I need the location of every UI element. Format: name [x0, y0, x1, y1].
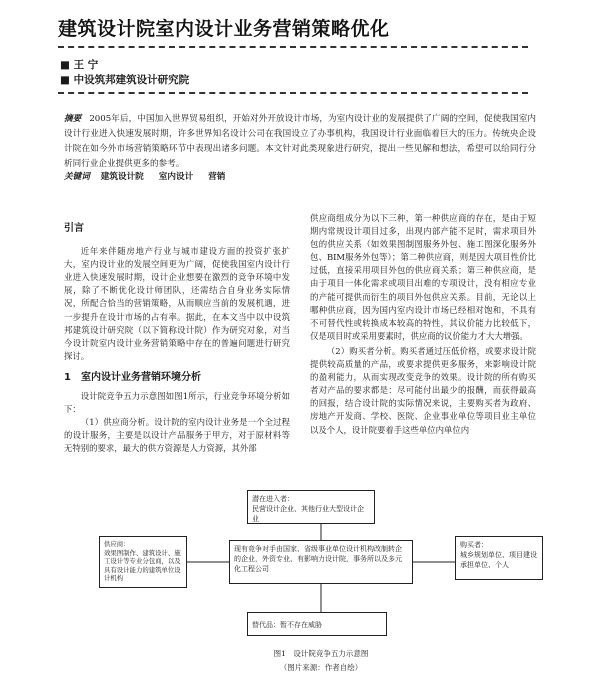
- left-column: [64, 222, 290, 456]
- figure-source: （图片来源：作者自绘）: [279, 663, 363, 672]
- supplier-analysis-paragraph: （1）供应商分析。设计院的室内设计业务是一个全过程的设计服务，主要是以设计产品服务于甲方，对于原材料等无特别的要求，最大的供方资源是人力资源，其外部: [64, 417, 290, 454]
- supplier-analysis-continued: 供应商组成分为以下三种，第一种供应商的存在，是由于短期内常规设计项目过多，出现内部产能不足时，需求项目外包的供应关系（如效果图制图服务外包、施工图深化服务外包、BIM服务外包等）；第二种供应商，则是因大项目性价比过低，直接采用项目外包的供应商关系；第三种供应商，是由于项目一体化需求或项目出难的专项设计，没有相应专业的产能可提供而衍生的项目外包供应关系。目前，无论以上哪种供应商，因为国内室内设计市场已经相对饱和，不具有不可替代性或转换成本较高的特性，其议价能力比较低下，仅是项目时或采用要素时，供应商的议价能力才大大增强。: [310, 213, 536, 341]
- author-divider: [58, 92, 528, 94]
- keywords-label: 关键词: [64, 172, 90, 182]
- buyer-analysis-paragraph: （2）购买者分析。购买者通过压低价格，或要求设计院提供较高质量的产品，或要求提供更多服务，来影响设计院的盈利能力，从而实现改变竞争的效果。设计院的所有购买者对产品的要求都是：尽可能付出最少的报酬，而获得最高的回报，结合设计院的实际情况来说，主要购买者为政府、房地产开发商、学校、医院、企业事业单位等项目业主单位以及个人，设计院要着手这些单位内单位内: [310, 345, 536, 435]
- substitutes-text: 替代品：暂不存在威胁: [252, 621, 322, 629]
- competitors-box: [229, 540, 413, 584]
- title-divider: [58, 46, 528, 48]
- intro-heading: 引言: [64, 223, 84, 234]
- substitutes-box: [247, 612, 387, 636]
- suppliers-box: [99, 536, 187, 588]
- section-intro-paragraph: 设计院竞争五力示意图如图1所示，行业竞争环境分析如下：: [64, 391, 290, 415]
- keywords: [64, 170, 237, 182]
- figure-caption: 图1 设计院竞争五力示意图: [273, 649, 369, 658]
- potential-entrants-box: [247, 490, 375, 524]
- suppliers-text: 供应商： 效果图制作、建筑设计、施工设计等专业分包商，以及具有设计能力的建筑单位设计机构: [104, 540, 181, 583]
- keyword-item: 建筑设计院: [100, 172, 144, 182]
- author-name: [60, 57, 98, 72]
- abstract: [64, 112, 536, 172]
- author-affiliation-text: ■ 中设筑邦建筑设计研究院: [60, 74, 190, 86]
- author-name-text: ■ 王 宁: [60, 59, 99, 71]
- buyers-text: 购买者： 城乡规划单位、项目建设承担单位、个人: [460, 541, 537, 569]
- keyword-item: 营销: [208, 172, 226, 182]
- section-heading: 1 室内设计业务营销环境分析: [64, 371, 201, 383]
- intro-paragraph: 近年来伴随房地产行业与城市建设方面的投资扩张扩大，室内设计业的发展空间更为广阔，促使我国室内设计行业进入快速发展时期，设计企业想要在激烈的竞争环境中发展，除了不断优化设计师团队，还需结合自身业务实际情况，所配合恰当的营销策略，从而顺应当前的发展机遇，进一步提升在设计市场的占有率。据此，在本文当中以中设筑邦建筑设计研究院（以下简称设计院）作为研究对象，对当今设计院室内设计业务营销策略中存在的普遍问题进行研究探讨。: [64, 246, 290, 361]
- competitors-text: 现有竞争对手由国家、省级事业单位设计机构改制转企的企业，外资专业、有影响力设计院，事务所以及多元化工程公司: [234, 545, 402, 573]
- buyers-box: [455, 536, 543, 580]
- keyword-item: 室内设计: [158, 172, 194, 182]
- abstract-text: 2005年后，中国加入世界贸易组织，开始对外开放设计市场，为室内设计业的发展提供了广阔的空间，促使我国室内设计行业进入快速发展时期，许多世界知名设计公司在我国设立了办事机构，我国设计行业面临着巨大的压力。传统央企设计院在如今外市场营销策略环节中表现出诸多问题。本文针对此类现象进行研究，提出一些见解和想法，希望可以给同行分析同行业企业提供更多的参考。: [64, 114, 536, 169]
- page-title: 建筑设计院室内设计业务营销策略优化: [58, 18, 390, 40]
- author-affiliation: [60, 72, 189, 87]
- abstract-label: 摘要: [64, 114, 82, 124]
- figure-five-forces: [95, 484, 547, 679]
- right-column: [310, 212, 536, 437]
- potential-entrants-text: 潜在进入者： 民营设计企业、其他行业大型设计企业: [252, 495, 364, 523]
